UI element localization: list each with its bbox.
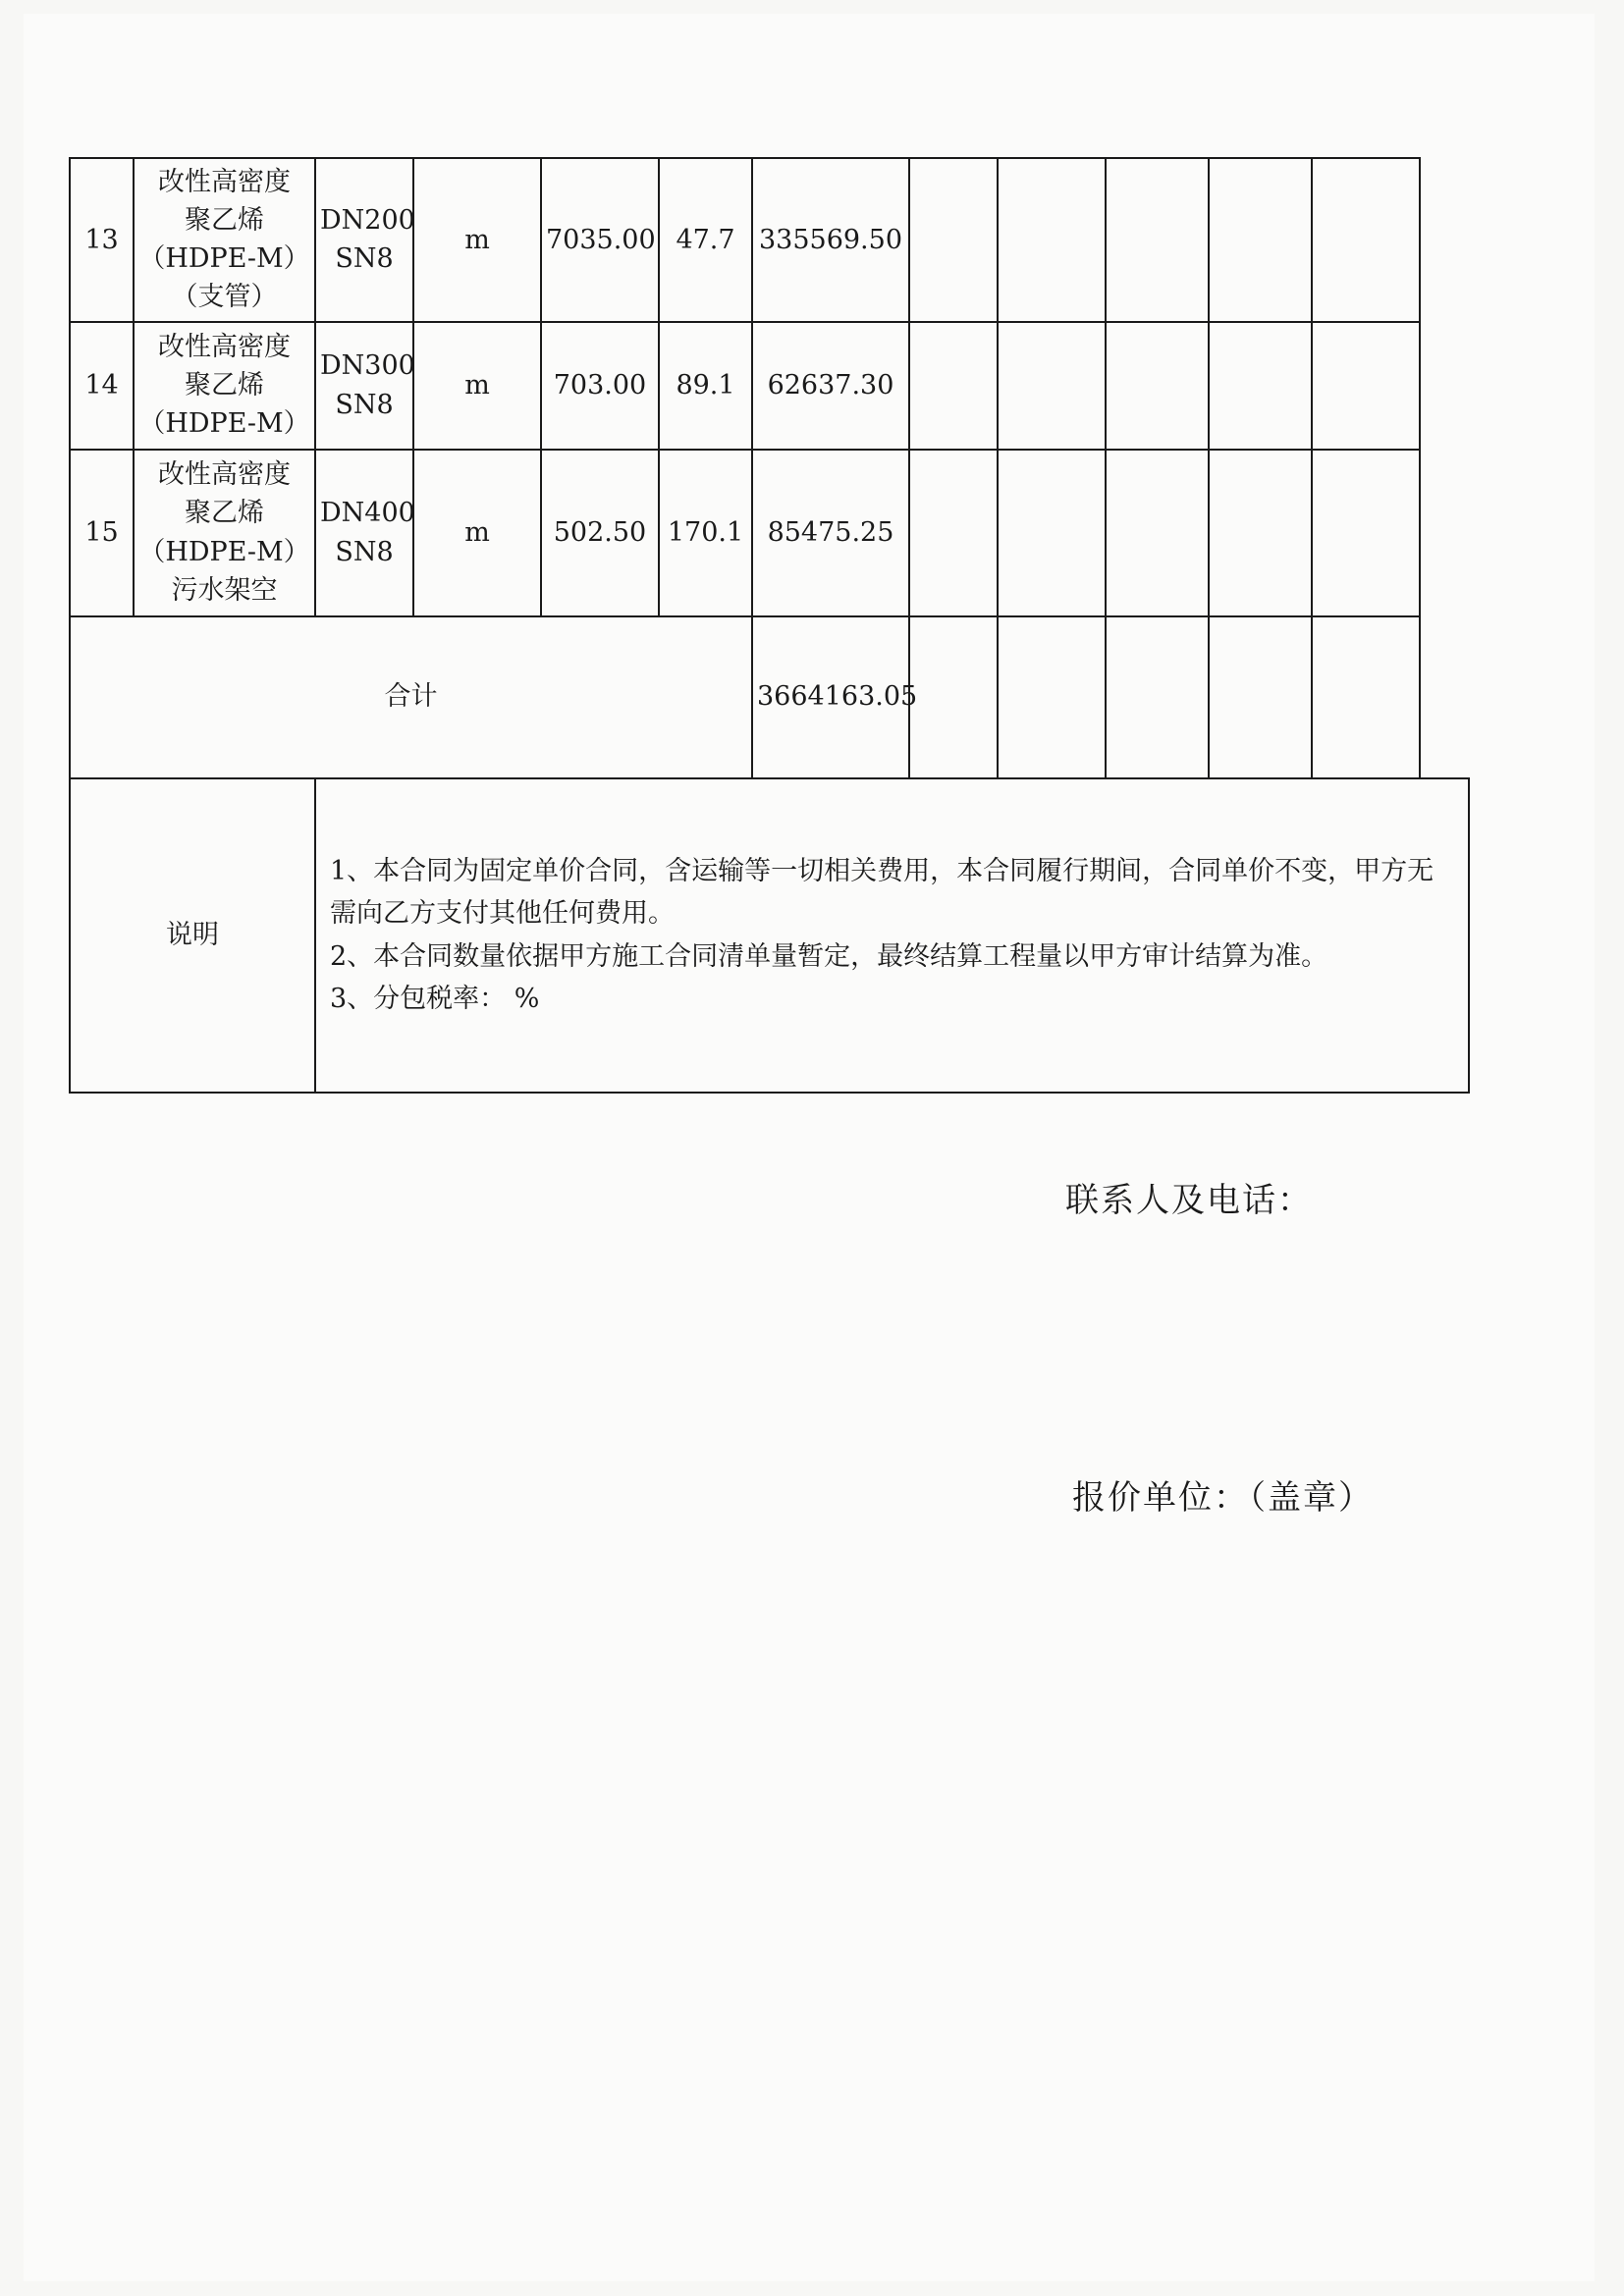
- spec-line: SN8: [335, 389, 394, 420]
- total-amount: 3664163.05: [752, 616, 909, 778]
- amount: 335569.50: [752, 158, 909, 322]
- unit-price: 47.7: [659, 158, 752, 322]
- table-row: [70, 450, 1469, 616]
- material-name-line: 污水架空: [171, 574, 278, 606]
- spec-line: DN200: [320, 205, 415, 237]
- specification: [315, 322, 413, 450]
- material-name-line: 改性高密度: [158, 167, 291, 197]
- empty-cell: [909, 158, 998, 322]
- empty-cell: [998, 158, 1106, 322]
- material-name-line: 聚乙烯: [185, 205, 264, 237]
- price-table: [69, 157, 1470, 1094]
- material-name-line: （HDPE-M）: [138, 408, 310, 440]
- empty-cell: [998, 450, 1106, 616]
- material-name-line: 聚乙烯: [185, 498, 264, 529]
- empty-cell: [1312, 158, 1420, 322]
- amount: 62637.30: [752, 322, 909, 450]
- quantity: 502.50: [541, 450, 659, 616]
- empty-cell: [1209, 322, 1312, 450]
- table-row: [70, 158, 1469, 322]
- empty-cell: [909, 616, 998, 778]
- material-name-line: （HDPE-M）: [138, 536, 310, 567]
- empty-cell: [1420, 322, 1469, 450]
- amount: 85475.25: [752, 450, 909, 616]
- total-row: [70, 616, 1469, 778]
- quantity: 703.00: [541, 322, 659, 450]
- remark-line: 3、分包税率： %: [330, 983, 540, 1014]
- empty-cell: [1312, 322, 1420, 450]
- empty-cell: [1420, 450, 1469, 616]
- row-number: 15: [70, 450, 134, 616]
- quantity: 7035.00: [541, 158, 659, 322]
- empty-cell: [1312, 450, 1420, 616]
- table-row: [70, 322, 1469, 450]
- empty-cell: [1106, 158, 1209, 322]
- material-name-line: （HDPE-M）: [138, 243, 310, 275]
- empty-cell: [1420, 158, 1469, 322]
- material-name-line: 改性高密度: [158, 331, 291, 362]
- specification: [315, 450, 413, 616]
- empty-cell: [1106, 450, 1209, 616]
- row-number: 14: [70, 322, 134, 450]
- material-name: [134, 322, 315, 450]
- empty-cell: [1106, 616, 1209, 778]
- remarks-label: 说明: [70, 778, 315, 1093]
- remarks-content: [315, 778, 1469, 1093]
- spec-line: SN8: [335, 243, 394, 275]
- empty-cell: [1209, 450, 1312, 616]
- remarks-row: [70, 778, 1469, 1093]
- spec-line: DN300: [320, 350, 415, 382]
- material-name-line: 聚乙烯: [185, 369, 264, 400]
- unit: m: [413, 158, 541, 322]
- remark-line: 2、本合同数量依据甲方施工合同清单量暂定，最终结算工程量以甲方审计结算为准。: [330, 940, 1328, 972]
- unit-price: 170.1: [659, 450, 752, 616]
- unit-price: 89.1: [659, 322, 752, 450]
- total-label: 合计: [70, 616, 752, 778]
- empty-cell: [998, 322, 1106, 450]
- material-name: [134, 158, 315, 322]
- spec-line: SN8: [335, 536, 394, 567]
- material-name-line: （支管）: [171, 282, 278, 313]
- spec-line: DN400: [320, 498, 415, 529]
- contact-label: 联系人及电话：: [1065, 1181, 1313, 1220]
- material-name-line: 改性高密度: [158, 459, 291, 491]
- empty-cell: [1420, 616, 1469, 778]
- specification: [315, 158, 413, 322]
- empty-cell: [1312, 616, 1420, 778]
- remark-line: 1、本合同为固定单价合同，含运输等一切相关费用，本合同履行期间，合同单价不变，甲方无需向乙方支付其他任何费用。: [330, 856, 1435, 930]
- quote-unit-label: 报价单位：（盖章）: [1072, 1478, 1374, 1518]
- empty-cell: [1209, 616, 1312, 778]
- empty-cell: [1106, 322, 1209, 450]
- empty-cell: [909, 450, 998, 616]
- material-name: [134, 450, 315, 616]
- empty-cell: [998, 616, 1106, 778]
- unit: m: [413, 450, 541, 616]
- empty-cell: [1209, 158, 1312, 322]
- row-number: 13: [70, 158, 134, 322]
- unit: m: [413, 322, 541, 450]
- empty-cell: [909, 322, 998, 450]
